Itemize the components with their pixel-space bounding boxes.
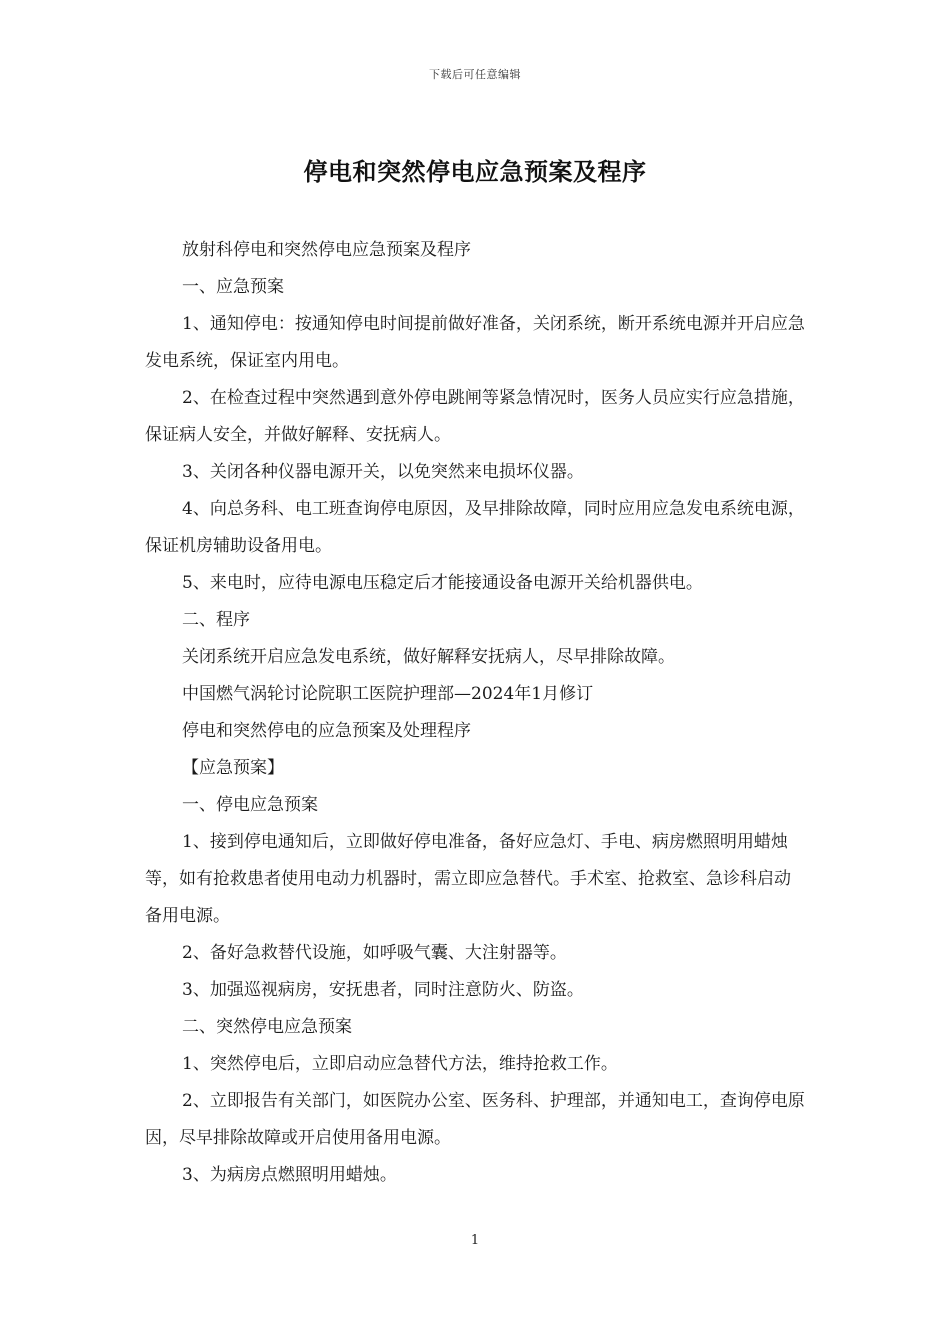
paragraph: 关闭系统开启应急发电系统，做好解释安抚病人，尽早排除故障。 (182, 647, 675, 667)
paragraph: 3、关闭各种仪器电源开关，以免突然来电损坏仪器。 (182, 462, 584, 482)
paragraph: 5、来电时，应待电源电压稳定后才能接通设备电源开关给机器供电。 (182, 573, 703, 593)
page-header-note: 下载后可任意编辑 (429, 68, 521, 81)
paragraph: 2、立即报告有关部门，如医院办公室、医务科、护理部，并通知电工，查询停电原因，尽早排除故障或开启使用备用电源。 (145, 1091, 805, 1148)
paragraph: 中国燃气涡轮讨论院职工医院护理部—2024年1月修订 (182, 684, 594, 704)
paragraph: 二、突然停电应急预案 (182, 1017, 352, 1037)
paragraph: 3、为病房点燃照明用蜡烛。 (182, 1165, 397, 1185)
paragraph: 1、通知停电：按通知停电时间提前做好准备，关闭系统，断开系统电源并开启应急发电系统，保证室内用电。 (145, 314, 805, 371)
paragraph: 一、停电应急预案 (182, 795, 318, 815)
paragraph: 【应急预案】 (182, 758, 284, 778)
document-body (145, 232, 807, 1194)
paragraph: 2、备好急救替代设施，如呼吸气囊、大注射器等。 (182, 943, 567, 963)
paragraph: 一、应急预案 (182, 277, 284, 297)
paragraph: 放射科停电和突然停电应急预案及程序 (182, 240, 471, 260)
paragraph: 停电和突然停电的应急预案及处理程序 (182, 721, 471, 741)
paragraph: 4、向总务科、电工班查询停电原因，及早排除故障，同时应用应急发电系统电源，保证机房辅助设备用电。 (145, 499, 805, 556)
paragraph: 1、接到停电通知后，立即做好停电准备，备好应急灯、手电、病房燃照明用蜡烛等，如有抢救患者使用电动力机器时，需立即应急替代。手术室、抢救室、急诊科启动备用电源。 (145, 832, 791, 926)
document-title: 停电和突然停电应急预案及程序 (303, 157, 647, 186)
page-number: 1 (470, 1233, 480, 1248)
paragraph: 二、程序 (182, 610, 250, 630)
paragraph: 3、加强巡视病房，安抚患者，同时注意防火、防盗。 (182, 980, 584, 1000)
paragraph: 1、突然停电后，立即启动应急替代方法，维持抢救工作。 (182, 1054, 618, 1074)
paragraph: 2、在检查过程中突然遇到意外停电跳闸等紧急情况时，医务人员应实行应急措施，保证病人安全，并做好解释、安抚病人。 (145, 388, 805, 445)
